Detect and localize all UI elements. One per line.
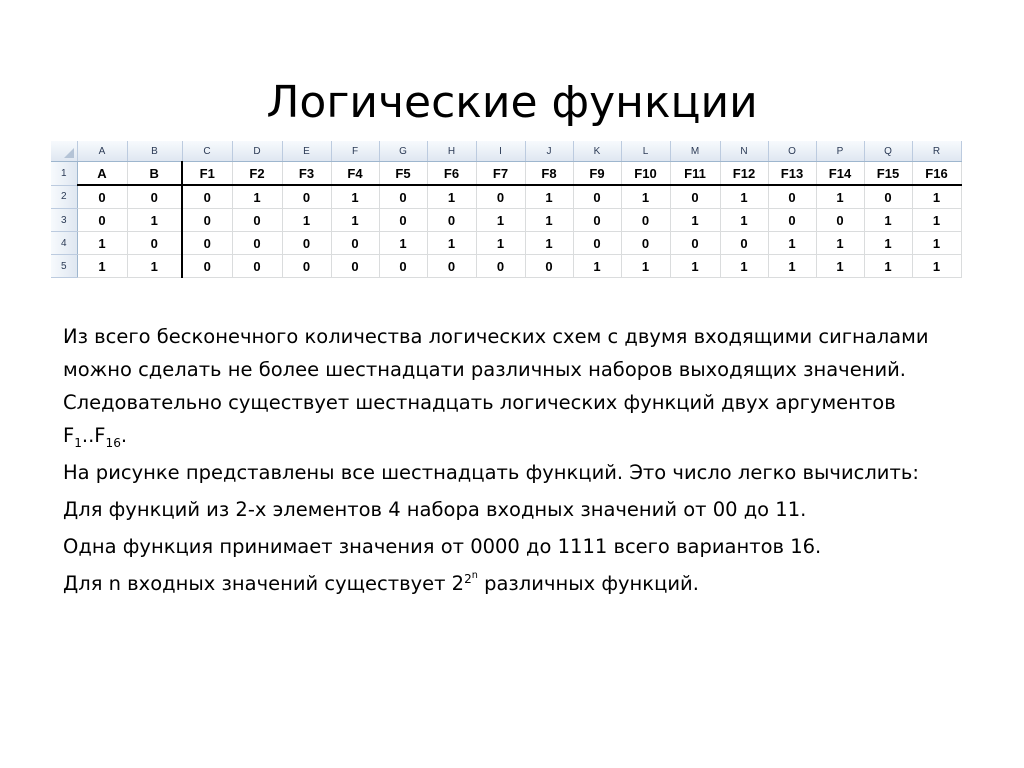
subscript-16: 16 — [105, 435, 121, 450]
exponent-power: n — [471, 569, 478, 581]
table-row — [51, 255, 961, 278]
header-cell[interactable]: F16 — [912, 162, 961, 186]
row-number[interactable]: 3 — [51, 209, 77, 232]
table-cell[interactable]: 1 — [864, 232, 912, 255]
column-header[interactable]: A — [77, 141, 127, 162]
table-cell[interactable]: 1 — [525, 232, 573, 255]
table-cell[interactable]: 0 — [476, 255, 525, 278]
table-cell[interactable]: 0 — [232, 232, 282, 255]
table-cell[interactable]: 1 — [912, 209, 961, 232]
table-cell[interactable]: 1 — [127, 209, 182, 232]
table-cell[interactable]: 1 — [77, 232, 127, 255]
table-row — [51, 232, 961, 255]
table-cell[interactable]: 1 — [525, 185, 573, 209]
table-cell[interactable]: 1 — [768, 232, 816, 255]
column-header[interactable]: B — [127, 141, 182, 162]
row-number[interactable]: 1 — [51, 162, 77, 186]
header-cell[interactable]: F11 — [670, 162, 720, 186]
table-cell[interactable]: 0 — [379, 185, 427, 209]
paragraph-figure-note: На рисунке представлены все шестнадцать функций. Это число легко вычислить: — [63, 461, 919, 484]
paragraph-one-function: Одна функция принимает значения от 0000 до 1111 всего вариантов 16. — [63, 535, 822, 558]
table-cell[interactable]: 1 — [427, 232, 476, 255]
header-cell[interactable]: F8 — [525, 162, 573, 186]
row-number[interactable]: 5 — [51, 255, 77, 278]
column-header[interactable]: O — [768, 141, 816, 162]
table-cell[interactable]: 0 — [621, 232, 670, 255]
table-cell[interactable]: 0 — [768, 185, 816, 209]
header-cell[interactable]: F5 — [379, 162, 427, 186]
table-cell[interactable]: 1 — [379, 232, 427, 255]
table-cell[interactable]: 0 — [768, 209, 816, 232]
table-cell[interactable]: 0 — [720, 232, 768, 255]
paragraph-n-inputs — [63, 567, 963, 600]
table-cell[interactable]: 0 — [427, 255, 476, 278]
truth-table-spreadsheet — [51, 141, 962, 278]
table-cell[interactable]: 0 — [182, 209, 232, 232]
table-cell[interactable]: 1 — [476, 232, 525, 255]
table-cell[interactable]: 1 — [720, 209, 768, 232]
column-header[interactable]: F — [331, 141, 379, 162]
row-number[interactable]: 4 — [51, 232, 77, 255]
column-header[interactable]: D — [232, 141, 282, 162]
slide-title: Логические функции — [266, 77, 758, 129]
header-cell[interactable]: F4 — [331, 162, 379, 186]
table-cell[interactable]: 1 — [331, 185, 379, 209]
column-header[interactable]: Q — [864, 141, 912, 162]
paragraph-text: Для n входных значений существует 2 — [63, 572, 465, 595]
table-cell[interactable]: 0 — [573, 232, 621, 255]
row-number[interactable]: 2 — [51, 185, 77, 209]
table-cell[interactable]: 0 — [232, 255, 282, 278]
table-cell[interactable]: 1 — [525, 209, 573, 232]
column-header[interactable]: N — [720, 141, 768, 162]
table-cell[interactable]: 0 — [331, 255, 379, 278]
table-cell[interactable]: 0 — [127, 185, 182, 209]
table-row — [51, 185, 961, 209]
table-cell[interactable]: 1 — [621, 185, 670, 209]
slide-body — [63, 320, 963, 604]
table-cell[interactable]: 1 — [331, 209, 379, 232]
table-cell[interactable]: 1 — [720, 185, 768, 209]
column-header[interactable]: M — [670, 141, 720, 162]
table-cell[interactable]: 0 — [282, 185, 331, 209]
table-cell[interactable]: 1 — [864, 209, 912, 232]
header-cell[interactable]: F6 — [427, 162, 476, 186]
column-header[interactable]: J — [525, 141, 573, 162]
table-cell[interactable]: 0 — [77, 185, 127, 209]
table-cell[interactable]: 1 — [427, 185, 476, 209]
header-cell[interactable]: F9 — [573, 162, 621, 186]
paragraph-text: Из всего бесконечного количества логических схем с двумя входящими сигналами можно сделать не более шестнадцати различных наборов выходящих значений. Следовательно существует шестнадцать логических функций двух аргументов F — [63, 325, 929, 447]
column-header[interactable]: G — [379, 141, 427, 162]
header-cell[interactable]: F10 — [621, 162, 670, 186]
column-header[interactable]: P — [816, 141, 864, 162]
column-header[interactable]: E — [282, 141, 331, 162]
column-header[interactable]: L — [621, 141, 670, 162]
table-cell[interactable]: 0 — [379, 209, 427, 232]
table-cell[interactable]: 0 — [670, 232, 720, 255]
table-cell[interactable]: 1 — [912, 255, 961, 278]
table-cell[interactable]: 0 — [427, 209, 476, 232]
table-cell[interactable]: 1 — [476, 209, 525, 232]
table-cell[interactable]: 1 — [816, 185, 864, 209]
table-cell[interactable]: 0 — [476, 185, 525, 209]
header-cell[interactable]: B — [127, 162, 182, 186]
table-cell[interactable]: 0 — [127, 232, 182, 255]
table-cell[interactable]: 0 — [864, 185, 912, 209]
table-cell[interactable]: 1 — [573, 255, 621, 278]
column-header-row — [51, 141, 961, 162]
select-all-icon — [64, 148, 74, 158]
table-cell[interactable]: 0 — [77, 209, 127, 232]
table-cell[interactable]: 0 — [670, 185, 720, 209]
table-cell[interactable]: 0 — [331, 232, 379, 255]
table-cell[interactable]: 0 — [182, 232, 232, 255]
table-cell[interactable]: 1 — [670, 209, 720, 232]
header-cell[interactable]: F12 — [720, 162, 768, 186]
column-header[interactable]: K — [573, 141, 621, 162]
table-cell[interactable]: 0 — [182, 255, 232, 278]
exponent-base: 2 — [464, 571, 472, 586]
column-header[interactable]: R — [912, 141, 961, 162]
table-cell[interactable]: 1 — [621, 255, 670, 278]
table-cell[interactable]: 0 — [525, 255, 573, 278]
header-cell[interactable]: F15 — [864, 162, 912, 186]
header-cell[interactable]: F3 — [282, 162, 331, 186]
paragraph-sixteen-functions — [63, 320, 963, 452]
table-row — [51, 209, 961, 232]
table-cell[interactable]: 1 — [670, 255, 720, 278]
column-header[interactable]: H — [427, 141, 476, 162]
table-cell[interactable]: 0 — [816, 209, 864, 232]
table-cell[interactable]: 1 — [232, 185, 282, 209]
header-cell[interactable]: A — [77, 162, 127, 186]
header-cell[interactable]: F1 — [182, 162, 232, 186]
table-cell[interactable]: 0 — [282, 232, 331, 255]
table-cell[interactable]: 0 — [182, 185, 232, 209]
paragraph-text: ..F — [81, 424, 106, 447]
table-cell[interactable]: 0 — [282, 255, 331, 278]
select-all-corner[interactable] — [51, 141, 77, 162]
subscript-1: 1 — [74, 435, 82, 450]
paragraph-two-inputs: Для функций из 2-х элементов 4 набора входных значений от 00 до 11. — [63, 498, 807, 521]
table-cell[interactable]: 1 — [864, 255, 912, 278]
header-cell[interactable]: F13 — [768, 162, 816, 186]
table-cell[interactable]: 0 — [379, 255, 427, 278]
table-cell[interactable]: 1 — [912, 232, 961, 255]
header-cell[interactable]: F2 — [232, 162, 282, 186]
table-cell[interactable]: 0 — [573, 185, 621, 209]
table-cell[interactable]: 1 — [912, 185, 961, 209]
table-cell[interactable]: 0 — [621, 209, 670, 232]
table-cell[interactable]: 0 — [573, 209, 621, 232]
spreadsheet-grid — [51, 141, 962, 278]
table-cell[interactable]: 1 — [127, 255, 182, 278]
paragraph-text: различных функций. — [477, 572, 699, 595]
exponent — [464, 569, 478, 586]
table-cell[interactable]: 1 — [77, 255, 127, 278]
column-header[interactable]: I — [476, 141, 525, 162]
table-cell[interactable]: 0 — [232, 209, 282, 232]
table-cell[interactable]: 1 — [816, 232, 864, 255]
table-cell[interactable]: 1 — [816, 255, 864, 278]
table-cell[interactable]: 1 — [768, 255, 816, 278]
paragraph-text: . — [120, 424, 128, 447]
table-cell[interactable]: 1 — [720, 255, 768, 278]
header-cell[interactable]: F7 — [476, 162, 525, 186]
header-cell[interactable]: F14 — [816, 162, 864, 186]
table-cell[interactable]: 1 — [282, 209, 331, 232]
column-header[interactable]: C — [182, 141, 232, 162]
table-header-row — [51, 162, 961, 186]
